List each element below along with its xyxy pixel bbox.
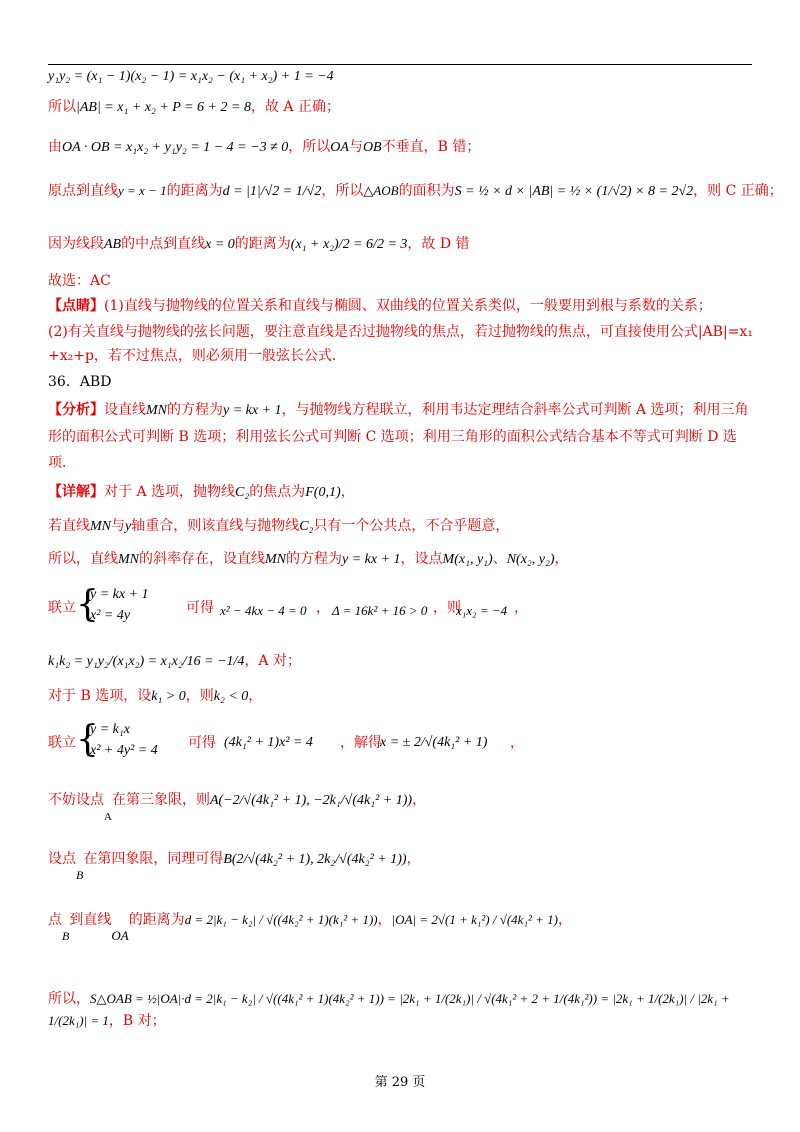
- line-hint-1: [48, 296, 754, 316]
- text: (1)直线与抛物线的位置关系和直线与椭圆、双曲线的位置关系类似，一般要用到根与系数的关系；: [104, 298, 712, 314]
- text: 设点: [48, 851, 76, 867]
- text: ，: [510, 735, 524, 751]
- symbol-y: y: [125, 519, 132, 534]
- formula-focus: F(0,1): [305, 485, 341, 500]
- line-1: [48, 66, 754, 87]
- text: 在第三象限，则: [111, 792, 210, 808]
- formula-quadratic: x² − 4kx − 4 = 0: [220, 603, 307, 618]
- symbol-oa: OA: [111, 928, 129, 943]
- formula-y1y2: y₁y₂ = (x₁ − 1)(x₂ − 1) = x₁x₂ − (x₁ + x₂) + 1 = −4: [48, 69, 334, 84]
- formula-distance: d = |1|/√2 = 1/√2: [222, 184, 322, 199]
- text: ，: [412, 792, 427, 808]
- text: 对于 B 选项，设: [48, 688, 152, 704]
- line-detail-2: [48, 516, 754, 537]
- symbol-triangle: △AOB: [363, 183, 399, 198]
- line-hint-3: +x₂+p，若不过焦点，则必须用一般弦长公式．: [48, 348, 346, 364]
- label-dianjing: 【点睛】: [48, 298, 104, 314]
- text: 到直线: [69, 912, 112, 928]
- text: ，: [514, 600, 528, 616]
- line-detail-3: [48, 549, 754, 570]
- text: 对于 A 选项，抛物线: [104, 484, 236, 500]
- line-detail-point-a: [48, 790, 754, 823]
- brace-glyph: {: [76, 584, 99, 625]
- text: ，: [316, 600, 330, 616]
- text: ，则 C 正确；: [693, 183, 783, 199]
- symbol-mn: MN: [265, 552, 286, 567]
- formula-k2-negative: k₂ < 0: [213, 689, 249, 704]
- text: ，: [340, 484, 355, 500]
- symbol-mn: MN: [90, 519, 111, 534]
- formula-ab: |AB| = x₁ + x₂ + P = 6 + 2 = 8: [76, 100, 251, 115]
- text: 所以: [48, 99, 76, 115]
- text: ，则: [433, 600, 461, 616]
- line-hint-2: (2)有关直线与抛物线的弦长问题，要注意直线是否过抛物线的焦点，若过抛物线的焦点，可直接使用公式|AB|=x₁: [48, 324, 753, 340]
- text: ，设点: [400, 551, 443, 567]
- text: 的方程为: [286, 551, 342, 567]
- line-detail-system-2: [48, 720, 754, 766]
- formula-x-squared: (4k₁² + 1)x² = 4: [224, 735, 313, 750]
- text: 不妨设点: [48, 792, 104, 808]
- formula-point-m: M(x₁, y₁): [442, 552, 493, 567]
- text: 、: [492, 551, 507, 567]
- symbol-c2: C₂: [235, 485, 250, 500]
- text: 若直线: [48, 518, 90, 534]
- text: 联立: [48, 600, 76, 616]
- formula-midpoint: (x₁ + x₂)/2 = 6/2 = 3: [290, 237, 408, 252]
- formula-x0: x = 0: [205, 237, 235, 252]
- line-3: [48, 137, 754, 158]
- symbol-mn: MN: [146, 403, 167, 418]
- formula-system-eq2: x² + 4y² = 4: [90, 743, 158, 758]
- line-detail-1: [48, 482, 754, 503]
- formula-point-n: N(x₂, y₂): [506, 552, 555, 567]
- line-detail-b-option: [48, 686, 754, 707]
- formula-dot-product: OA · OB = x₁x₂ + y₁y₂ = 1 − 4 = −3 ≠ 0: [62, 140, 289, 155]
- text: ，: [557, 912, 572, 928]
- formula-distance-b: d = 2|k₁ − k₂| / √((4k₂² + 1)(k₁² + 1)): [184, 912, 378, 927]
- text: 联立: [48, 735, 76, 751]
- text: 由: [48, 139, 62, 155]
- formula-x-solution: x = ± 2/√(4k₁² + 1): [380, 735, 488, 750]
- text: 的斜率存在，设直线: [139, 551, 265, 567]
- formula-system-eq1: y = kx + 1: [90, 587, 149, 602]
- label-fenxi: 【分析】: [48, 402, 104, 418]
- text: 与: [348, 139, 363, 155]
- symbol-b: B: [62, 929, 70, 943]
- formula-system-eq2: x² = 4y: [90, 608, 131, 623]
- formula-line-mn: y = kx + 1: [223, 403, 282, 418]
- header-rule: [48, 64, 752, 65]
- symbol-mn: MN: [118, 552, 139, 567]
- symbol-ob: OB: [362, 140, 382, 155]
- line-4: [48, 181, 783, 202]
- formula-oa-length: |OA| = 2√(1 + k₁²) / √(4k₁² + 1): [391, 912, 558, 927]
- line-detail-distance: [48, 910, 754, 943]
- text: ，所以: [288, 139, 331, 155]
- text: 的距离为: [234, 236, 291, 252]
- line-detail-point-b: [48, 849, 754, 882]
- text: ，: [554, 551, 569, 567]
- formula-k1k2: k₁k₂ = y₁y₂/(x₁x₂) = x₁x₂/16 = −1/4: [48, 654, 245, 669]
- formula-line-mn: y = kx + 1: [342, 552, 401, 567]
- text: ，则: [185, 688, 214, 704]
- line-detail-k1k2: [48, 651, 754, 672]
- line-2: [48, 97, 754, 118]
- text: 因为线段: [48, 236, 104, 252]
- formula-area-oab: S△OAB = ½|OA|·d = 2|k₁ − k₂| / √((4k₁² + 1)(4k₂² + 1)) = |2k₁ + 1/(2k₁)| / √(4k₁² + 2 + 1/(4k₁²)) = |2k₁ + 1/(2k₁)| / |2k₁ + 1/(2k₁)| = 1: [48, 991, 730, 1028]
- text: 的方程为: [167, 402, 223, 418]
- formula-k1-positive: k₁ > 0: [151, 689, 186, 704]
- text: 点: [48, 912, 62, 928]
- text: ，A 对；: [244, 653, 301, 669]
- text: ，: [248, 688, 263, 704]
- text: ，: [406, 851, 421, 867]
- text: 可得: [188, 735, 216, 751]
- text: 可得: [186, 600, 214, 616]
- analysis-paragraph: [48, 397, 754, 476]
- label-xiangjie: 【详解】: [48, 484, 104, 500]
- text: 所以，直线: [48, 551, 118, 567]
- text: ，故 A 正确；: [250, 99, 340, 115]
- text: 设直线: [104, 402, 146, 418]
- line-answer-35: 故选：AC: [48, 273, 111, 289]
- symbol-oa: OA: [330, 140, 349, 155]
- text: 不垂直，B 错；: [381, 139, 481, 155]
- text: ，: [377, 912, 392, 928]
- text: 的距离为: [128, 912, 185, 928]
- formula-line: y = x − 1: [118, 183, 167, 198]
- text: 原点到直线: [48, 183, 118, 199]
- text: ，故 D 错: [407, 236, 470, 252]
- formula-x1x2: x₁x₂ = −4: [456, 603, 508, 618]
- line-5: [48, 234, 754, 255]
- text: ，与抛物线方程联立，利用韦达定理结合斜率公式可判断 A 选项；利用三角形的面积公式可判断 B 选项；利用弦长公式可判断 C 选项；利用三角形的面积公式结合基本不等式可判断 D 选项．: [48, 402, 749, 471]
- symbol-c2: C₂: [299, 519, 314, 534]
- text: 轴重合，则该直线与抛物线: [131, 518, 300, 534]
- formula-area: S = ½ × d × |AB| = ½ × (1/√2) × 8 = 2√2: [454, 184, 694, 199]
- text: 的焦点为: [249, 484, 306, 500]
- text: 只有一个公共点，不合乎题意，: [313, 518, 510, 534]
- symbol-ab: AB: [104, 237, 122, 252]
- brace-glyph: {: [76, 719, 99, 760]
- page-number: 第 29 页: [374, 1075, 426, 1090]
- text: ，B 对；: [108, 1013, 166, 1029]
- formula-point-a: A(−2/√(4k₁² + 1), −2k₁/√(4k₁² + 1)): [209, 793, 413, 808]
- line-detail-area: [48, 988, 754, 1032]
- text: ，所以: [321, 183, 364, 199]
- symbol-a: A: [104, 811, 112, 823]
- text: 的中点到直线: [121, 236, 206, 252]
- question-number-36: 36．ABD: [48, 374, 112, 390]
- line-detail-system-1: [48, 585, 754, 631]
- text: 的距离为: [166, 183, 223, 199]
- formula-discriminant: Δ = 16k² + 16 > 0: [332, 603, 428, 618]
- formula-point-b: B(2/√(4k₂² + 1), 2k₂/√(4k₂² + 1)): [223, 852, 407, 867]
- text: ，解得: [340, 735, 382, 751]
- symbol-b: B: [76, 868, 84, 882]
- formula-system-eq1: y = k₁x: [90, 722, 130, 737]
- text: 所以，: [48, 991, 90, 1007]
- text: 在第四象限，同理可得: [83, 851, 224, 867]
- text: 与: [111, 518, 125, 534]
- text: 的面积为: [398, 183, 455, 199]
